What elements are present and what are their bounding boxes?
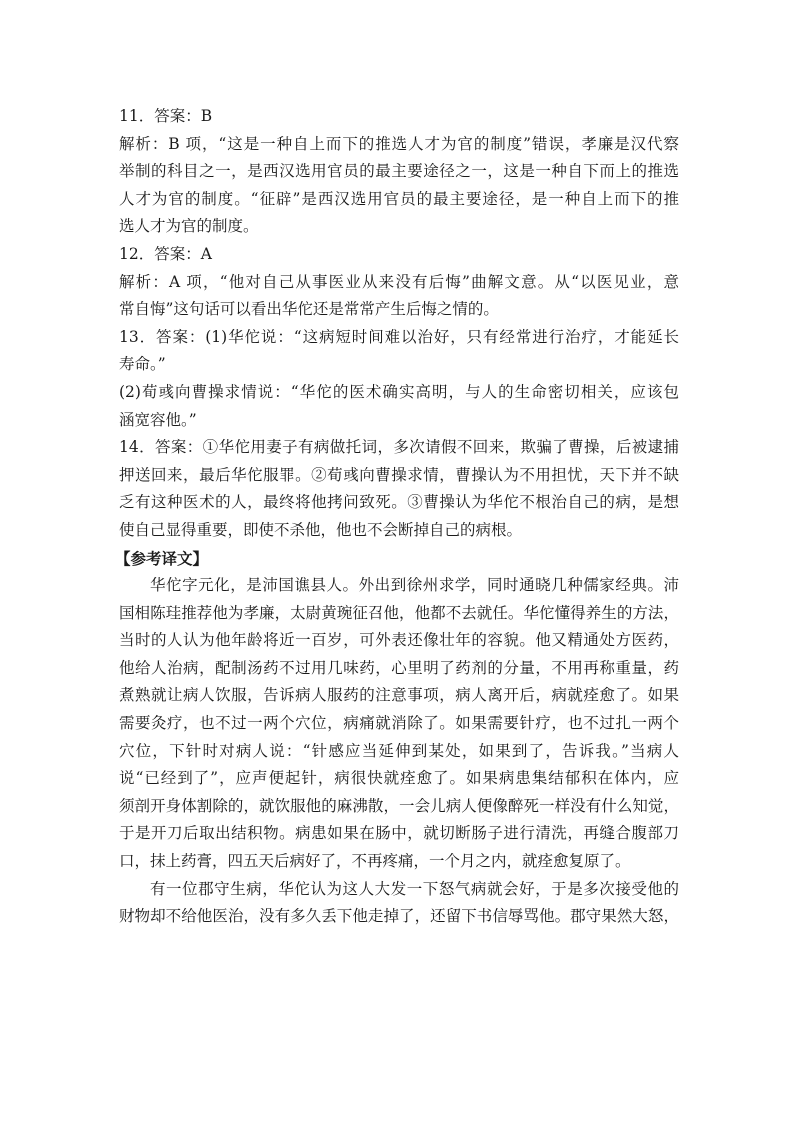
q14-answer-line: 押送回来，最后华佗服罪。②荀彧向曹操求情，曹操认为不用担忧，天下并不缺 <box>119 465 679 484</box>
translation-paragraph-1-line: 煮熟就让病人饮服，告诉病人服药的注意事项，病人离开后，病就痊愈了。如果 <box>119 686 679 705</box>
translation-paragraph-1-line: 须剖开身体割除的，就饮服他的麻沸散，一会儿病人便像醉死一样没有什么知觉， <box>119 796 679 815</box>
translation-paragraph-1-line: 穴位，下针时对病人说：“针感应当延伸到某处，如果到了，告诉我。”当病人 <box>119 741 679 760</box>
translation-paragraph-1-line: 当时的人认为他年龄将近一百岁，可外表还像壮年的容貌。他又精通处方医药， <box>119 631 679 650</box>
translation-paragraph-1-line: 国相陈珪推荐他为孝廉，太尉黄琬征召他，他都不去就任。华佗懂得养生的方法， <box>119 603 679 622</box>
q14-answer-line: 14．答案：①华佗用妻子有病做托词，多次请假不回来，欺骗了曹操，后被逮捕 <box>119 438 679 457</box>
q14-answer-line: 乏有这种医术的人，最终将他拷问致死。③曹操认为华佗不根治自己的病，是想 <box>119 493 679 512</box>
q13-answer-line: 涵宽容他。” <box>119 410 197 429</box>
q14-answer-line: 使自己显得重要，即使不杀他，他也不会断掉自己的病根。 <box>119 520 523 539</box>
q11-answer: 11．答案：B <box>119 107 213 125</box>
q12-analysis-line: 解析：A 项，“他对自己从事医业从来没有后悔”曲解文意。从“以医见业，意 <box>119 272 679 291</box>
q12-answer: 12．答案：A <box>119 244 212 263</box>
translation-paragraph-1-line: 说“已经到了”，应声便起针，病很快就痊愈了。如果病患集结郁积在体内，应 <box>119 769 679 788</box>
q11-analysis-line: 人才为官的制度。“征辟”是西汉选用官员的最主要途径，是一种自上而下的推 <box>119 189 679 208</box>
q11-analysis-line: 选人才为官的制度。 <box>119 217 259 236</box>
translation-paragraph-1-line: 口，抹上药膏，四五天后病好了，不再疼痛，一个月之内，就痊愈复原了。 <box>119 852 631 871</box>
answer-content <box>115 103 679 931</box>
translation-heading: 【参考译文】 <box>115 548 209 568</box>
q13-answer-line: (2)荀彧向曹操求情说：“华佗的医术确实高明，与人的生命密切相关，应该包 <box>119 382 679 401</box>
q11-analysis-line: 解析：B 项，“这是一种自上而下的推选人才为官的制度”错误，孝廉是汉代察 <box>119 134 679 153</box>
translation-paragraph-2-line: 财物却不给他医治，没有多久丢下他走掉了，还留下书信辱骂他。郡守果然大怒， <box>119 907 679 926</box>
translation-paragraph-2-line: 有一位郡守生病，华佗认为这人大发一下怒气病就会好，于是多次接受他的 <box>150 879 679 898</box>
translation-paragraph-1-line: 需要灸疗，也不过一两个穴位，病痛就消除了。如果需要针疗，也不过扎一两个 <box>119 714 679 733</box>
translation-paragraph-1-line: 他给人治病，配制汤药不过用几味药，心里明了药剂的分量，不用再称重量，药 <box>119 658 679 677</box>
q13-answer-line: 寿命。” <box>119 355 166 374</box>
translation-paragraph-1-line: 华佗字元化，是沛国谯县人。外出到徐州求学，同时通晓几种儒家经典。沛 <box>150 576 679 595</box>
q11-analysis-line: 举制的科目之一，是西汉选用官员的最主要途径之一，这是一种自下而上的推选 <box>119 162 679 181</box>
translation-paragraph-1-line: 于是开刀后取出结积物。病患如果在肠中，就切断肠子进行清洗，再缝合腹部刀 <box>119 824 679 843</box>
q12-analysis-line: 常自悔”这句话可以看出华佗还是常常产生后悔之情的。 <box>119 300 499 319</box>
q13-answer-line: 13．答案：(1)华佗说：“这病短时间难以治好，只有经常进行治疗，才能延长 <box>119 327 679 346</box>
